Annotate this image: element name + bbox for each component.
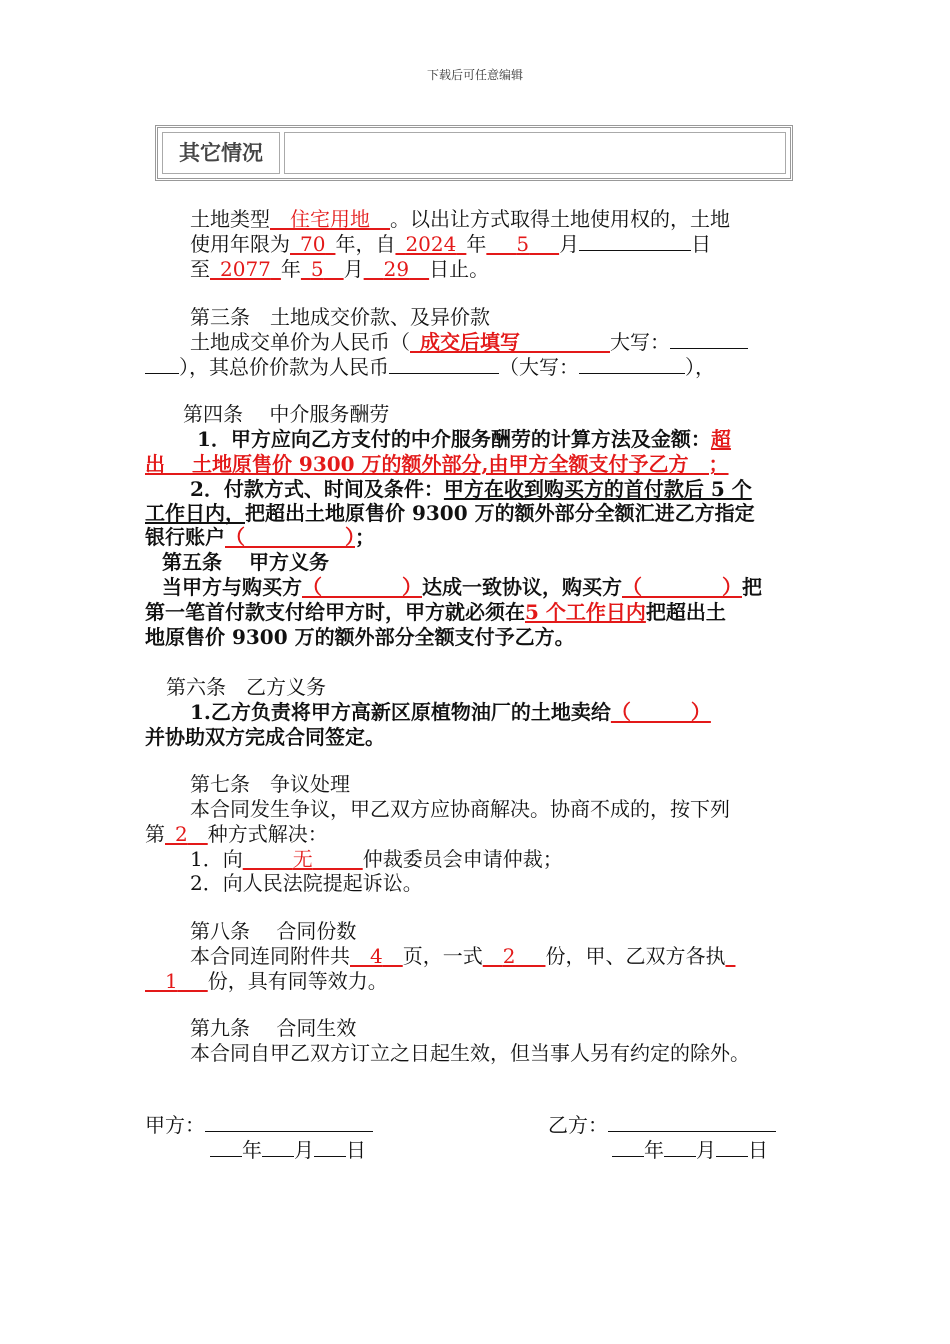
land-type-value: 住宅用地 <box>290 207 370 231</box>
zhi-label: 至 <box>190 257 210 281</box>
party-b-label: 乙方： <box>548 1113 608 1137</box>
party-a-date <box>210 1138 366 1162</box>
land-years-line <box>190 232 711 256</box>
start-day-blank <box>579 232 691 251</box>
art3-title: 第三条 土地成交价款、及异价款 <box>190 305 490 329</box>
party-b-yue: 月 <box>696 1138 716 1162</box>
art5-l2-a: 第一笔首付款支付给甲方时，甲方就必须在 <box>145 600 525 624</box>
art8-pages: 4 <box>370 944 383 968</box>
art5-deadline: 5 个工作日内 <box>525 600 646 624</box>
art8-l1-a: 本合同连同附件共 <box>190 944 350 968</box>
art9-title: 第九条 合同生效 <box>190 1016 357 1040</box>
land-type-line <box>190 207 730 231</box>
buyer-blank-2: （ ） <box>622 575 742 599</box>
art4-p3 <box>145 525 375 549</box>
art8-l1-b: 页，一式 <box>402 944 483 968</box>
party-a-signature <box>145 1113 373 1137</box>
art4-p2-rest: 把超出土地原售价 9300 万的额外部分全额汇进乙方指定 <box>245 501 755 525</box>
art7-opt1-a: 1．向 <box>190 847 243 871</box>
party-a-ri: 日 <box>346 1138 366 1162</box>
yue-label: 月 <box>559 232 580 256</box>
land-end-line <box>190 257 489 281</box>
art7-method-num: 2 <box>175 822 188 846</box>
party-b-nian: 年 <box>644 1138 664 1162</box>
bank-account-value: （ ） <box>225 525 355 549</box>
art5-l2-b: 把超出土 <box>645 600 726 624</box>
art5-line3: 地原售价 9300 万的额外部分全额支付予乙方。 <box>145 625 575 649</box>
total-suffix: ）， <box>685 355 715 379</box>
yue-label-2: 月 <box>343 257 364 281</box>
art6-line2: 并协助双方完成合同签定。 <box>145 725 385 749</box>
art8-line2 <box>145 969 388 993</box>
art7-line2 <box>145 822 328 846</box>
art4-p2 <box>190 477 752 501</box>
art5-title: 第五条 甲方义务 <box>162 550 329 574</box>
party-a-label: 甲方： <box>145 1113 205 1137</box>
end-day: 29 <box>383 257 410 281</box>
party-a-month-blank <box>262 1138 294 1157</box>
art6-title: 第六条 乙方义务 <box>166 675 326 699</box>
party-a-day-blank <box>314 1138 346 1157</box>
party-b-day-blank <box>716 1138 748 1157</box>
party-b-month-blank <box>664 1138 696 1157</box>
art6-buyer-blank: （ ） <box>610 700 711 724</box>
info-table <box>155 125 793 181</box>
art3-line2 <box>145 355 715 379</box>
land-type-label: 土地类型 <box>190 207 270 231</box>
art7-l2-a: 第 <box>145 822 165 846</box>
art5-l1-b: 达成一致协议，购买方 <box>422 575 622 599</box>
nian-label-2: 年 <box>280 257 301 281</box>
start-month: 5 <box>516 232 530 256</box>
bank-account-suffix: ； <box>355 525 375 549</box>
party-b-signature <box>548 1113 776 1137</box>
art4-p2-cont <box>145 501 755 525</box>
table-value-cell <box>284 132 786 174</box>
art8-l1-c: 份，甲、乙双方各执 <box>545 944 726 968</box>
party-a-nian: 年 <box>242 1138 262 1162</box>
bank-account-label: 银行账户 <box>145 525 225 549</box>
buyer-blank-1: （ ） <box>302 575 422 599</box>
party-b-ri: 日 <box>748 1138 768 1162</box>
art8-title: 第八条 合同份数 <box>190 919 357 943</box>
header-note: 下载后可任意编辑 <box>426 68 523 82</box>
total-daxie-label: （大写： <box>499 355 579 379</box>
art7-arbitration-value: 无 <box>292 847 313 871</box>
end-month: 5 <box>310 257 324 281</box>
art9-line1: 本合同自甲乙双方订立之日起生效，但当事人另有约定的除外。 <box>190 1041 750 1065</box>
art7-l2-b: 种方式解决： <box>207 822 328 846</box>
years-label: 使用年限为 <box>190 232 290 256</box>
art4-p2-underline: 甲方在收到购买方的首付款后 5 个 <box>443 477 752 501</box>
years-value: 70 <box>300 232 326 256</box>
art7-opt1-b: 仲裁委员会申请仲裁； <box>362 847 563 871</box>
art4-p1-label: 1．甲方应向乙方支付的中介服务酬劳的计算方法及金额： <box>197 427 711 451</box>
years-word: 年，自 <box>335 232 396 256</box>
art5-l1-a: 当甲方与购买方 <box>162 575 302 599</box>
art7-line1: 本合同发生争议，甲乙双方应协商解决。协商不成的，按下列 <box>190 797 730 821</box>
end-year: 2077 <box>220 257 271 281</box>
end-suffix: 日止。 <box>429 257 490 281</box>
party-b-date <box>612 1138 768 1162</box>
ri-label: 日 <box>691 232 712 256</box>
daxie-blank <box>670 330 748 349</box>
art4-p1 <box>197 427 731 451</box>
art7-title: 第七条 争议处理 <box>190 772 350 796</box>
art8-each-start <box>725 944 735 968</box>
party-a-yue: 月 <box>294 1138 314 1162</box>
party-b-blank <box>608 1113 776 1132</box>
party-a-year-blank <box>210 1138 242 1157</box>
art3-line1 <box>190 330 748 354</box>
art4-p1-red1: 超 <box>710 427 731 451</box>
table-label-cell: 其它情况 <box>162 132 280 174</box>
total-blank <box>389 355 499 374</box>
art7-opt2: 2．向人民法院提起诉讼。 <box>190 871 423 895</box>
art4-p2-underline2: 工作日内， <box>145 501 245 525</box>
party-b-year-blank <box>612 1138 644 1157</box>
art6-line1 <box>190 700 711 724</box>
land-type-suffix: 。以出让方式取得土地使用权的，土地 <box>390 207 730 231</box>
start-year: 2024 <box>405 232 457 256</box>
art8-each: 1 <box>165 969 178 993</box>
total-label: ），其总价价款为人民币 <box>179 355 389 379</box>
price-cont-blank <box>145 355 179 374</box>
art6-l1-a: 1.乙方负责将甲方高新区原植物油厂的土地卖给 <box>190 700 611 724</box>
art4-title: 第四条 中介服务酬劳 <box>183 402 390 426</box>
price-label: 土地成交单价为人民币（ <box>190 330 410 354</box>
total-daxie-blank <box>579 355 685 374</box>
daxie-label: 大写： <box>610 330 670 354</box>
art5-line2 <box>145 600 726 624</box>
price-value: 成交后填写 <box>420 330 520 354</box>
art8-l2-b: 份，具有同等效力。 <box>207 969 388 993</box>
art4-p1-cont: 出 土地原售价 9300 万的额外部分,由甲方全额支付予乙方 ； <box>145 452 729 476</box>
art5-l1-c: 把 <box>742 575 762 599</box>
art8-copies: 2 <box>502 944 516 968</box>
art4-p2-label: 2．付款方式、时间及条件： <box>190 477 444 501</box>
party-a-blank <box>205 1113 373 1132</box>
art8-line1 <box>190 944 735 968</box>
art7-opt1 <box>190 847 563 871</box>
nian-label: 年 <box>466 232 487 256</box>
art5-line1 <box>162 575 762 599</box>
